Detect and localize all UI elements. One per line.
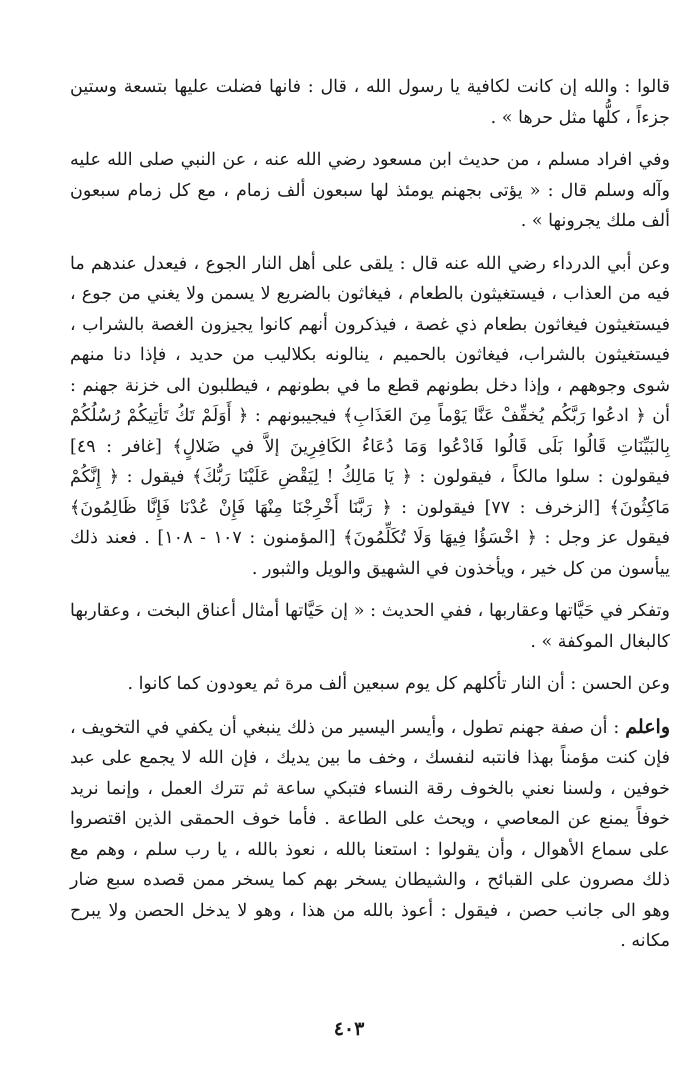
paragraph-2-text: وفي افراد مسلم ، من حديث ابن مسعود رضي الله عنه ، عن النبي صلى الله عليه وآله وسلم قال : « يؤتى بجهنم يومئذ لها سبعون ألف زمام ، مع كل زمام سبعون ألف ملك يجرونها » . xyxy=(70,150,670,231)
paragraph-6 xyxy=(70,712,670,957)
paragraph-1 xyxy=(70,72,670,133)
paragraph-4-text: وتفكر في حَيَّاتها وعقاربها ، ففي الحديث : « إن حَيَّاتها أمثال أعناق البخت ، وعقاربها كالبغال الموكفة » . xyxy=(70,601,670,652)
paragraph-6-lead-word: واعلم xyxy=(625,715,670,738)
page-number: ٤٠٣ xyxy=(333,1018,365,1040)
paragraph-4 xyxy=(70,596,670,657)
paragraph-3-text: وعن أبي الدرداء رضي الله عنه قال : يلقى على أهل النار الجوع ، فيعدل عندهم ما فيه من العذاب ، فيستغيثون بالطعام ، فيغاثون بالضريع لا يسمن ولا يغني من جوع ، فيستغيثون فيغاثون بطعام ذي غصة ، فيذكرون أنهم كانوا يجيزون الغصة بالشراب ، فيستغيثون بالشراب، فيغاثون بالحميم ، ينالونه بكلاليب من حديد ، فإذا دنا منهم شوى وجوههم ، وإذا دخل بطونهم قطع ما في بطونهم ، فيطلبون الى خزنة جهنم : أن ﴿ ادعُوا رَبَّكُم يُخفِّفْ عَنَّا يَوْماً مِنَ العَذَابِ﴾ فيجيبونهم : ﴿ أَوَلَمْ تَكُ تَأتِيكُمْ رُسُلُكُمْ بِالبَيِّنَاتِ قَالُوا بَلَى قَالُوا فَادْعُوا وَمَا دُعَاءُ الكَافِرِينَ إلاَّ في ضَلالٍ﴾ [غافر : ٤٩] فيقولون : سلوا مالكاً ، فيقولون : ﴿ يَا مَالِكُ ! لِيَقْضِ عَلَيْنَا رَبُّكَ﴾ فيقول : ﴿ إِنَّكُمْ مَاكِثُونَ﴾ [الزخرف : ٧٧] فيقولون : ﴿ رَبَّنَا أَخْرِجْنَا مِنْهَا فَإِنْ عُدْنَا فَإِنَّا ظَالِمُونَ﴾ فيقول عز وجل : ﴿ اخْسَؤُا فِيهَا وَلَا تُكَلِّمُونَ﴾ [المؤمنون : ١٠٧ - ١٠٨] . فعند ذلك ييأسون من كل خير ، ويأخذون في الشهيق والويل والثبور . xyxy=(70,253,670,579)
paragraph-6-text: : أن صفة جهنم تطول ، وأيسر اليسير من ذلك ينبغي أن يكفي في التخويف ، فإن كنت مؤمناً بهذا فانتبه لنفسك ، وخف ما بين يديك ، فإن الله لا يجمع على عبد خوفين ، ولسنا نعني بالخوف رقة النساء فتبكي ساعة ثم تترك العمل ، وإنما نريد خوفاً يمنع عن المعاصي ، ويحث على الطاعة . فأما خوف الحمقى الذين اقتصروا على سماع الأهوال ، وأن يقولوا : استعنا بالله ، نعوذ بالله ، يا رب سلم ، وهم مع ذلك مصرون على القبائح ، والشيطان يسخر بهم كما يسخر ممن قصده سبع ضار وهو الى جانب حصن ، فيقول : أعوذ بالله من هذا ، وهو لا يدخل الحصن ولا يبرح مكانه . xyxy=(70,717,670,951)
paragraph-5 xyxy=(70,669,670,700)
paragraph-2 xyxy=(70,145,670,237)
paragraph-5-text: وعن الحسن : أن النار تأكلهم كل يوم سبعين ألف مرة ثم يعودون كما كانوا . xyxy=(127,674,670,694)
page-body xyxy=(70,72,670,969)
paragraph-1-text: قالوا : والله إن كانت لكافية يا رسول الله ، قال : فانها فضلت عليها بتسعة وستين جزءاً ، كلُّها مثل حرها » . xyxy=(70,77,670,128)
paragraph-3 xyxy=(70,249,670,585)
